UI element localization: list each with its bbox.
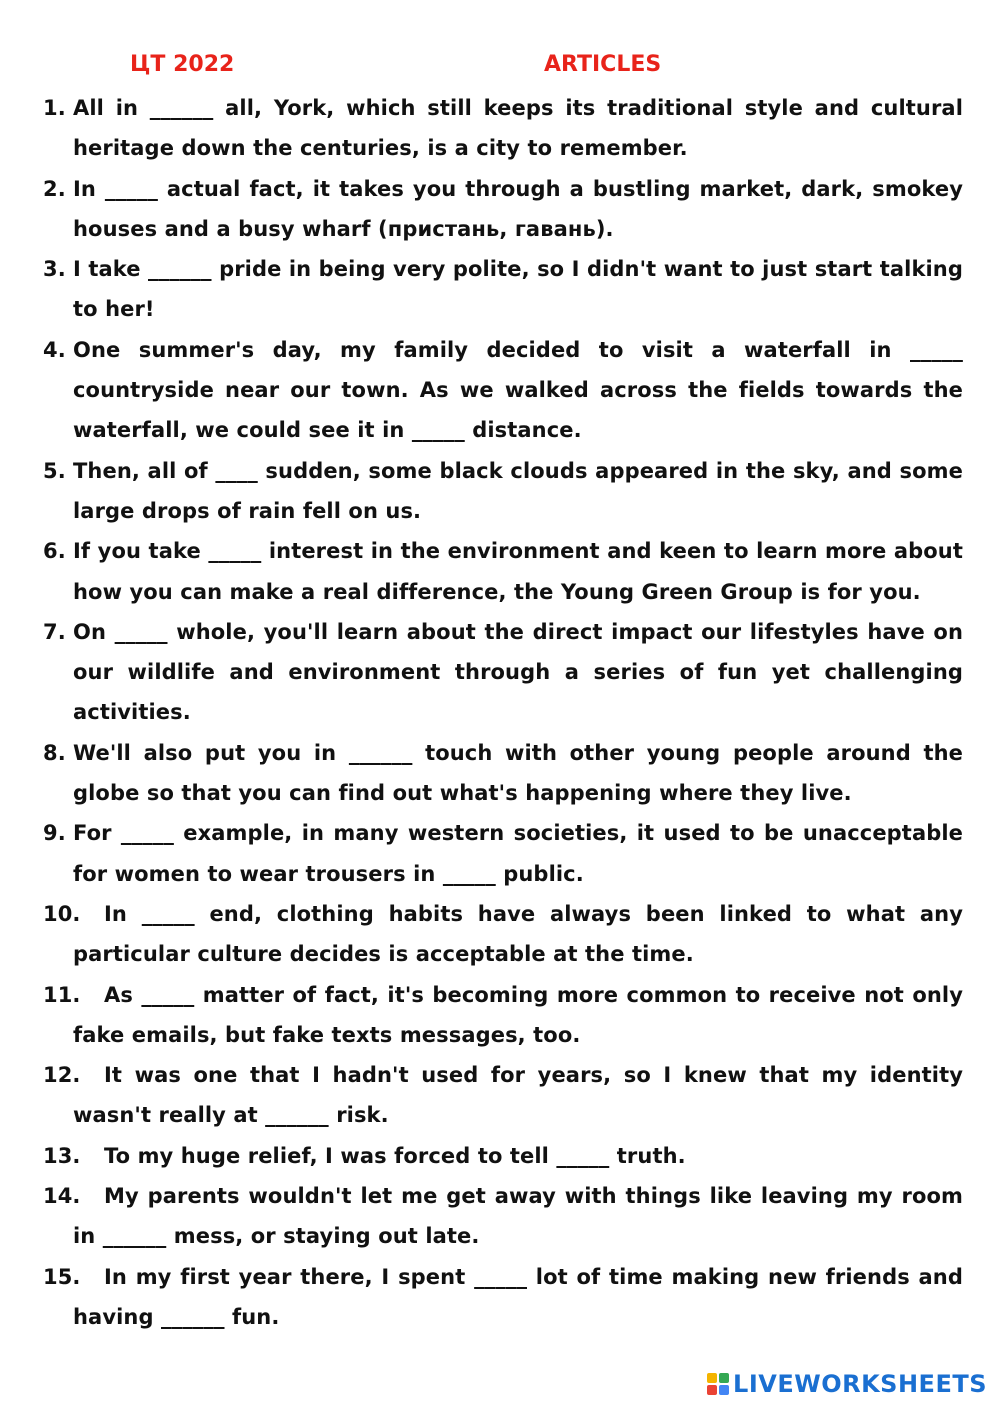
exercise-item	[43, 1176, 963, 1257]
exercise-item	[43, 894, 963, 975]
item-text: If you take _____ interest in the environment and keen to learn more about how you can make a real difference, the Young Green Group is for you.	[73, 539, 963, 604]
liveworksheets-logo	[707, 1370, 987, 1398]
item-number: 12.	[43, 1063, 81, 1088]
exercise-item	[43, 330, 963, 451]
item-number: 15.	[43, 1264, 81, 1289]
item-text: It was one that I hadn't used for years, so I knew that my identity wasn't really at ______ risk.	[73, 1063, 963, 1128]
exercise-item	[43, 733, 963, 814]
exercise-item	[43, 169, 963, 250]
item-text: One summer's day, my family decided to visit a waterfall in _____ countryside near our town. As we walked across the fields towards the waterfall, we could see it in _____ distance.	[73, 337, 963, 443]
item-text: We'll also put you in ______ touch with other young people around the globe so that you can find out what's happening where they live.	[73, 740, 963, 806]
exercise-item	[43, 451, 963, 532]
exercise-item	[43, 249, 963, 330]
item-text: For _____ example, in many western societies, it used to be unacceptable for women to wear trousers in _____ public.	[73, 821, 963, 886]
item-text: I take ______ pride in being very polite, so I didn't want to just start talking to her!	[73, 257, 963, 322]
item-text: Then, all of ____ sudden, some black clouds appeared in the sky, and some large drops of rain fell on us.	[73, 458, 963, 523]
item-text: On _____ whole, you'll learn about the direct impact our lifestyles have on our wildlife and environment through a series of fun yet challenging activities.	[73, 619, 963, 725]
item-number: 14.	[43, 1184, 81, 1209]
exercise-item	[43, 975, 963, 1056]
item-number: 4.	[43, 337, 66, 362]
exercise-item	[43, 813, 963, 894]
exercise-item	[43, 1136, 963, 1176]
item-number: 5.	[43, 458, 66, 483]
item-number: 3.	[43, 257, 66, 282]
item-text: In _____ actual fact, it takes you through a bustling market, dark, smokey houses and a busy wharf (пристань, гавань).	[73, 176, 963, 241]
exam-label: ЦТ 2022	[130, 52, 235, 77]
item-number: 9.	[43, 821, 66, 846]
item-text: All in ______ all, York, which still keeps its traditional style and cultural heritage down the centuries, is a city to remember.	[73, 96, 963, 161]
page-header	[0, 52, 999, 84]
exercise-item	[43, 88, 963, 169]
logo-text: LIVEWORKSHEETS	[733, 1370, 987, 1398]
exercise-item	[43, 1055, 963, 1136]
item-text: To my huge relief, I was forced to tell _____ truth.	[104, 1143, 686, 1168]
exercise-list	[43, 88, 963, 1337]
item-number: 10.	[43, 901, 81, 926]
item-number: 8.	[43, 740, 66, 765]
exercise-item	[43, 612, 963, 733]
item-number: 7.	[43, 619, 66, 644]
item-number: 1.	[43, 96, 66, 120]
item-text: As _____ matter of fact, it's becoming more common to receive not only fake emails, but fake texts messages, too.	[73, 982, 963, 1047]
item-number: 13.	[43, 1143, 81, 1168]
exercise-item	[43, 1257, 963, 1338]
item-number: 11.	[43, 982, 81, 1007]
exercise-item	[43, 531, 963, 612]
liveworksheets-logo-icon	[707, 1373, 729, 1395]
page-title: ARTICLES	[544, 52, 662, 77]
item-number: 6.	[43, 539, 66, 564]
item-number: 2.	[43, 176, 66, 201]
item-text: In _____ end, clothing habits have always been linked to what any particular culture decides is acceptable at the time.	[73, 901, 963, 967]
item-text: In my first year there, I spent _____ lot of time making new friends and having ______ fun.	[73, 1264, 963, 1329]
item-text: My parents wouldn't let me get away with things like leaving my room in ______ mess, or staying out late.	[73, 1184, 963, 1249]
